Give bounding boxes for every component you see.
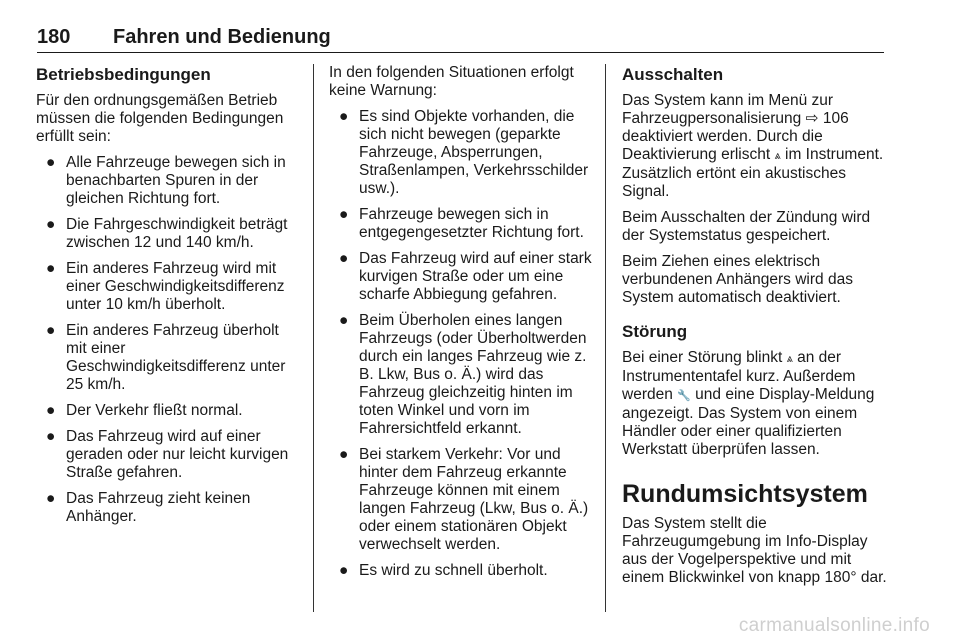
paragraph: Das System kann im Menü zur Fahrzeugpersonalisierung ⇨ 106 deaktiviert werden. Durch die Deaktivierung erlischt ⩓ im Instrument. Zusätzlich ertönt ein akustisches Signal. bbox=[622, 92, 884, 200]
paragraph: Beim Ziehen eines elektrisch verbundenen Anhängers wird das System automatisch deaktiviert. bbox=[622, 253, 853, 306]
page-number: 180 bbox=[37, 26, 71, 48]
bullet-icon: ● bbox=[339, 446, 349, 463]
side-blind-zone-alert-icon: ⩓ bbox=[786, 353, 793, 365]
bullet-icon: ● bbox=[339, 108, 349, 125]
bullet-icon: ● bbox=[46, 322, 56, 339]
bullet-list bbox=[329, 108, 594, 580]
bullet-icon: ● bbox=[46, 402, 56, 419]
section-heading-operating-conditions: Betriebsbedingungen bbox=[36, 65, 211, 84]
column-3 bbox=[622, 64, 888, 595]
paragraph: Für den ordnungsgemäßen Betrieb müssen die folgenden Bedingungen erfüllt sein: bbox=[36, 92, 284, 145]
bullet-icon: ● bbox=[339, 562, 349, 579]
list-item: ● Fahrzeuge bewegen sich in entgegengesetzter Richtung fort. bbox=[339, 206, 584, 241]
list-item: ● Beim Überholen eines langen Fahrzeugs (oder Überholtwerden durch ein langes Fahrzeug wie z. B. Lkw, Bus o. Ä.) wird das Fahrzeug gleichzeitig hinten im toten Winkel und vorn im Fahrersichtfeld erkannt. bbox=[339, 312, 587, 437]
list-item: ● Der Verkehr fließt normal. bbox=[46, 402, 243, 419]
bullet-icon: ● bbox=[339, 206, 349, 223]
section-heading-fault: Störung bbox=[622, 322, 688, 341]
list-item: ● Bei starkem Verkehr: Vor und hinter dem Fahrzeug erkannte Fahrzeuge können mit einem langen Fahrzeug (Lkw, Bus o. Ä.) oder einem stationären Objekt verwechselt werden. bbox=[339, 446, 589, 553]
list-item: ● Ein anderes Fahrzeug wird mit einer Geschwindigkeitsdifferenz unter 10 km/h überholt. bbox=[46, 260, 285, 313]
list-item: ● Das Fahrzeug zieht keinen Anhänger. bbox=[46, 490, 251, 525]
list-item: ● Es wird zu schnell überholt. bbox=[339, 562, 548, 579]
list-item: ● Ein anderes Fahrzeug überholt mit einer Geschwindigkeitsdifferenz unter 25 km/h. bbox=[46, 322, 286, 393]
column-2 bbox=[329, 64, 594, 588]
chapter-title: Fahren und Bedienung bbox=[113, 26, 331, 48]
paragraph: Beim Ausschalten der Zündung wird der Systemstatus gespeichert. bbox=[622, 209, 871, 244]
bullet-icon: ● bbox=[339, 312, 349, 329]
paragraph: Bei einer Störung blinkt ⩓ an der Instrumententafel kurz. Außerdem werden 🔧 und eine Display-Meldung angezeigt. Das System von einem Händler oder einer qualifizierten Werkstatt überprüfen lassen. bbox=[622, 349, 875, 458]
page-reference-arrow-icon: ⇨ bbox=[805, 110, 819, 127]
watermark: carmanualsonline.info bbox=[738, 615, 930, 636]
column-1 bbox=[36, 64, 302, 534]
bullet-icon: ● bbox=[46, 154, 56, 171]
wrench-icon: 🔧 bbox=[677, 390, 691, 402]
list-item: ● Die Fahrgeschwindigkeit beträgt zwischen 12 und 140 km/h. bbox=[46, 216, 288, 251]
section-heading-switch-off: Ausschalten bbox=[622, 65, 724, 84]
list-item: ● Alle Fahrzeuge bewegen sich in benachbarten Spuren in der gleichen Richtung fort. bbox=[46, 154, 286, 207]
paragraph: Das System stellt die Fahrzeugumgebung im Info-Display aus der Vogelperspektive und mit einem Blickwinkel von knapp 180° dar. bbox=[622, 515, 887, 586]
bullet-icon: ● bbox=[46, 490, 56, 507]
list-item: ● Es sind Objekte vorhanden, die sich nicht bewegen (geparkte Fahrzeuge, Absperrungen, Straßenlampen, Verkehrsschilder usw.). bbox=[339, 108, 589, 197]
column-divider bbox=[313, 64, 314, 612]
column-divider bbox=[605, 64, 606, 612]
bullet-icon: ● bbox=[339, 250, 349, 267]
section-heading-surround-view: Rundumsichtsystem bbox=[622, 480, 868, 508]
bullet-list bbox=[36, 154, 302, 526]
list-item: ● Das Fahrzeug wird auf einer geraden oder nur leicht kurvigen Straße gefahren. bbox=[46, 428, 289, 481]
paragraph: In den folgenden Situationen erfolgt keine Warnung: bbox=[329, 64, 574, 99]
page-header bbox=[37, 26, 884, 53]
side-blind-zone-alert-icon: ⩓ bbox=[774, 150, 781, 162]
bullet-icon: ● bbox=[46, 216, 56, 233]
bullet-icon: ● bbox=[46, 260, 56, 277]
bullet-icon: ● bbox=[46, 428, 56, 445]
list-item: ● Das Fahrzeug wird auf einer stark kurvigen Straße oder um eine scharfe Abbiegung gefahren. bbox=[339, 250, 592, 303]
